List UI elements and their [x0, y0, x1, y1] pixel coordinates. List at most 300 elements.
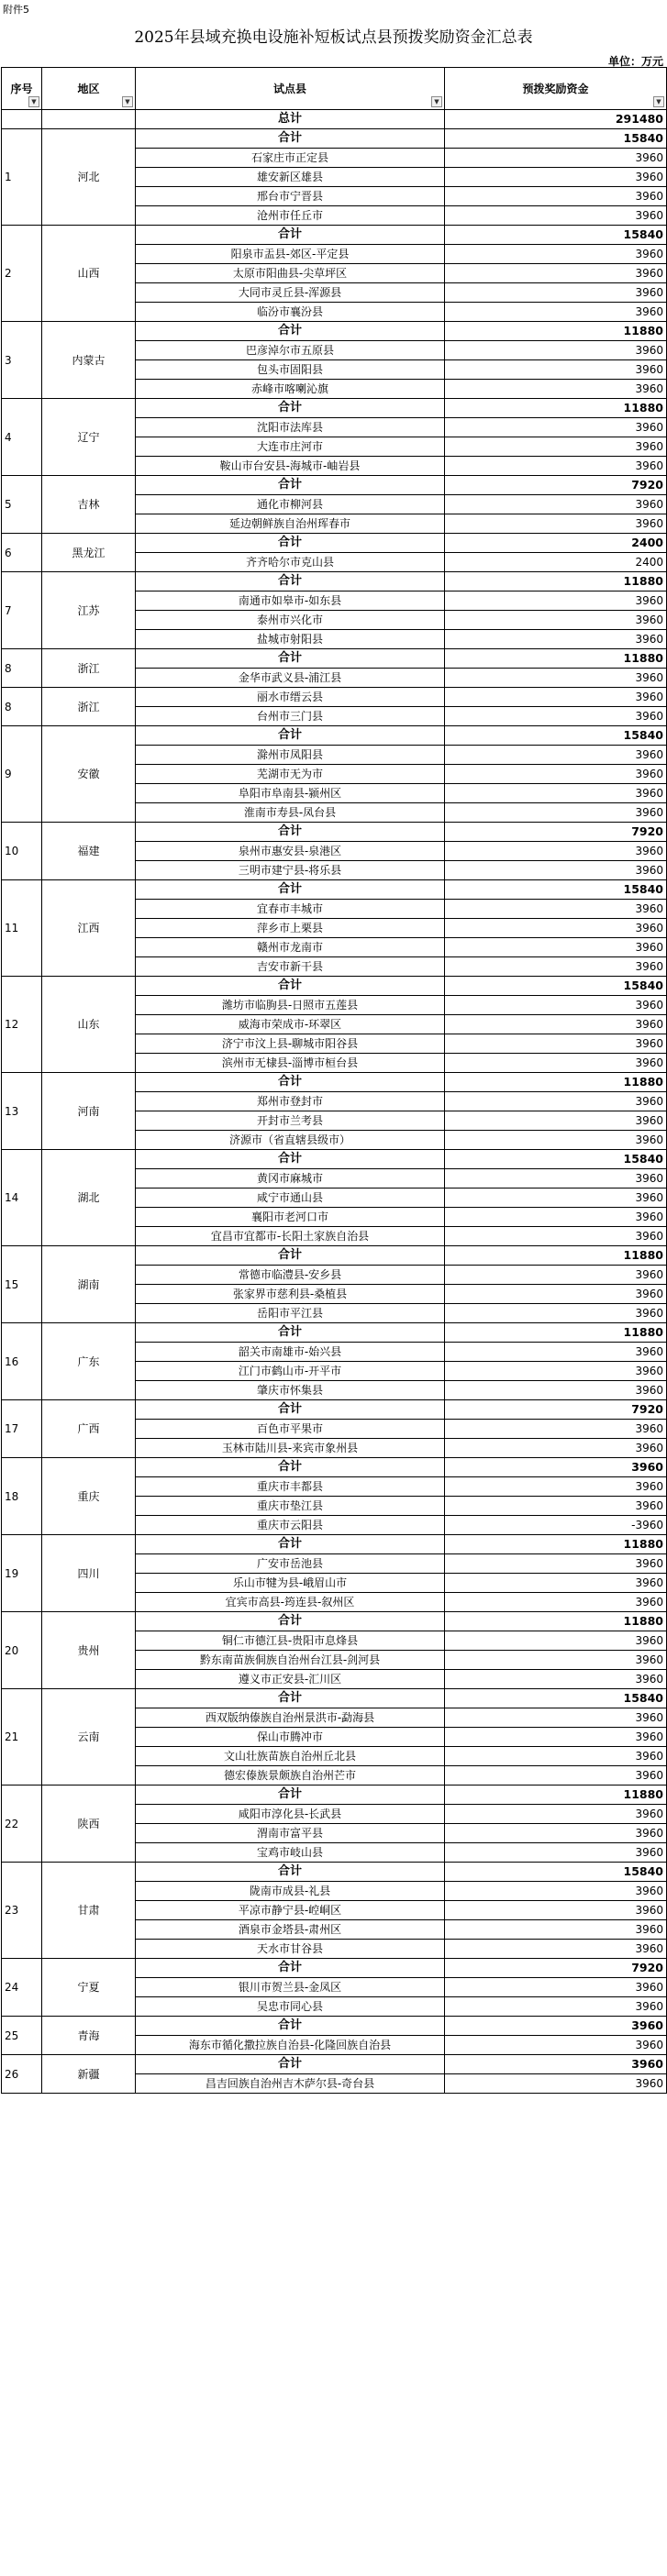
- county-amount: 3960: [445, 1266, 667, 1285]
- county-name: 台州市三门县: [136, 707, 445, 726]
- county-name: 阳泉市盂县-郊区-平定县: [136, 245, 445, 264]
- subtotal-label: 合计: [136, 1246, 445, 1266]
- subtotal-amount: 2400: [445, 534, 667, 553]
- seq-cell: 15: [2, 1246, 42, 1323]
- county-amount: 3960: [445, 1420, 667, 1439]
- subtotal-amount: 11880: [445, 1073, 667, 1092]
- county-amount: 3960: [445, 707, 667, 726]
- county-name: 昌吉回族自治州吉木萨尔县-奇台县: [136, 2074, 445, 2094]
- county-name: 银川市贺兰县-金凤区: [136, 1978, 445, 1997]
- county-name: 文山壮族苗族自治州丘北县: [136, 1747, 445, 1766]
- region-cell: 内蒙古: [42, 322, 136, 399]
- county-amount: 3960: [445, 1747, 667, 1766]
- table-body: [2, 68, 667, 2094]
- county-name: 宝鸡市岐山县: [136, 1843, 445, 1863]
- filter-dropdown-icon[interactable]: ▼: [653, 96, 664, 107]
- county-name: 包头市固阳县: [136, 360, 445, 380]
- subtotal-row: [2, 1323, 667, 1343]
- subtotal-amount: 11880: [445, 322, 667, 341]
- county-amount: 3960: [445, 784, 667, 803]
- county-name: 滨州市无棣县-淄博市桓台县: [136, 1054, 445, 1073]
- subtotal-row: [2, 534, 667, 553]
- county-name: 泰州市兴化市: [136, 611, 445, 630]
- county-name: 玉林市陆川县-来宾市象州县: [136, 1439, 445, 1458]
- county-name: 延边朝鲜族自治州珲春市: [136, 514, 445, 534]
- region-cell: 甘肃: [42, 1863, 136, 1959]
- subtotal-amount: 3960: [445, 2017, 667, 2036]
- grand-total-amount: 291480: [445, 110, 667, 129]
- county-amount: 3960: [445, 149, 667, 168]
- seq-cell: 11: [2, 880, 42, 977]
- seq-cell: 7: [2, 572, 42, 649]
- county-name: 芜湖市无为市: [136, 765, 445, 784]
- county-amount: 3960: [445, 495, 667, 514]
- county-name: 通化市柳河县: [136, 495, 445, 514]
- header-amount-label: 预拨奖励资金: [522, 82, 589, 95]
- county-name: 重庆市垫江县: [136, 1497, 445, 1516]
- county-name: 大同市灵丘县-浑源县: [136, 283, 445, 303]
- county-amount: 3960: [445, 1111, 667, 1131]
- seq-cell: 14: [2, 1150, 42, 1246]
- county-amount: 3960: [445, 1728, 667, 1747]
- seq-cell: 17: [2, 1400, 42, 1458]
- region-cell: 山东: [42, 977, 136, 1073]
- county-amount: 3960: [445, 1824, 667, 1843]
- county-name: 渭南市富平县: [136, 1824, 445, 1843]
- region-cell: 重庆: [42, 1458, 136, 1535]
- county-amount: 3960: [445, 1304, 667, 1323]
- subtotal-label: 合计: [136, 1458, 445, 1477]
- county-name: 重庆市云阳县: [136, 1516, 445, 1535]
- county-name: 宜春市丰城市: [136, 900, 445, 919]
- grand-total-label: 总计: [136, 110, 445, 129]
- subtotal-row: [2, 129, 667, 149]
- county-name: 齐齐哈尔市克山县: [136, 553, 445, 572]
- seq-cell: 8: [2, 688, 42, 726]
- subtotal-label: 合计: [136, 2055, 445, 2074]
- grand-total-region: [42, 110, 136, 129]
- region-cell: 广西: [42, 1400, 136, 1458]
- subtotal-label: 合计: [136, 977, 445, 996]
- county-name: 咸阳市淳化县-长武县: [136, 1805, 445, 1824]
- county-name: 海东市循化撒拉族自治县-化隆回族自治县: [136, 2036, 445, 2055]
- header-county-label: 试点县: [272, 82, 306, 95]
- county-amount: 3960: [445, 996, 667, 1015]
- header-seq-label: 序号: [10, 82, 33, 95]
- county-name: 济源市（省直辖县级市）: [136, 1131, 445, 1150]
- county-name: 泉州市惠安县-泉港区: [136, 842, 445, 861]
- subtotal-row: [2, 1400, 667, 1420]
- county-name: 江门市鹤山市-开平市: [136, 1362, 445, 1381]
- county-amount: 3960: [445, 957, 667, 977]
- grand-total-seq: [2, 110, 42, 129]
- county-amount: 3960: [445, 1997, 667, 2017]
- county-amount: 3960: [445, 938, 667, 957]
- subtotal-row: [2, 2055, 667, 2074]
- county-name: 大连市庄河市: [136, 437, 445, 457]
- subtotal-label: 合计: [136, 726, 445, 746]
- county-name: 韶关市南雄市-始兴县: [136, 1343, 445, 1362]
- county-amount: 3960: [445, 303, 667, 322]
- county-name: 黔东南苗族侗族自治州台江县-剑河县: [136, 1651, 445, 1670]
- funding-table: [1, 67, 667, 2094]
- county-amount: 3960: [445, 1208, 667, 1227]
- region-cell: 陕西: [42, 1786, 136, 1863]
- header-amount: [445, 68, 667, 110]
- county-name: 石家庄市正定县: [136, 149, 445, 168]
- county-amount: 3960: [445, 591, 667, 611]
- county-name: 常德市临澧县-安乡县: [136, 1266, 445, 1285]
- county-amount: 3960: [445, 1285, 667, 1304]
- seq-cell: 9: [2, 726, 42, 823]
- county-name: 沈阳市法库县: [136, 418, 445, 437]
- county-name: 萍乡市上栗县: [136, 919, 445, 938]
- subtotal-row: [2, 1863, 667, 1882]
- subtotal-amount: 11880: [445, 1612, 667, 1631]
- region-cell: 福建: [42, 823, 136, 880]
- header-county: [136, 68, 445, 110]
- subtotal-label: 合计: [136, 1073, 445, 1092]
- county-amount: 3960: [445, 1362, 667, 1381]
- header-seq: [2, 68, 42, 110]
- county-amount: 3960: [445, 1169, 667, 1188]
- county-name: 郑州市登封市: [136, 1092, 445, 1111]
- county-name: 平凉市静宁县-崆峒区: [136, 1901, 445, 1920]
- header-row: [2, 68, 667, 110]
- seq-cell: 5: [2, 476, 42, 534]
- seq-cell: 16: [2, 1323, 42, 1400]
- region-cell: 宁夏: [42, 1959, 136, 2017]
- subtotal-label: 合计: [136, 534, 445, 553]
- region-cell: 江西: [42, 880, 136, 977]
- region-cell: 湖南: [42, 1246, 136, 1323]
- table-row: [2, 688, 667, 707]
- county-amount: 3960: [445, 1651, 667, 1670]
- subtotal-row: [2, 399, 667, 418]
- county-amount: 3960: [445, 1843, 667, 1863]
- subtotal-row: [2, 322, 667, 341]
- county-name: 邢台市宁晋县: [136, 187, 445, 206]
- subtotal-amount: 15840: [445, 129, 667, 149]
- subtotal-row: [2, 1535, 667, 1554]
- region-cell: 黑龙江: [42, 534, 136, 572]
- subtotal-label: 合计: [136, 1612, 445, 1631]
- county-amount: 3960: [445, 1054, 667, 1073]
- county-amount: 3960: [445, 1978, 667, 1997]
- county-amount: 3960: [445, 341, 667, 360]
- county-name: 滁州市凤阳县: [136, 746, 445, 765]
- subtotal-row: [2, 1786, 667, 1805]
- subtotal-amount: 7920: [445, 823, 667, 842]
- county-name: 保山市腾冲市: [136, 1728, 445, 1747]
- subtotal-amount: 7920: [445, 1959, 667, 1978]
- seq-cell: 24: [2, 1959, 42, 2017]
- county-amount: 3960: [445, 803, 667, 823]
- subtotal-row: [2, 2017, 667, 2036]
- seq-cell: 4: [2, 399, 42, 476]
- subtotal-amount: 11880: [445, 1786, 667, 1805]
- subtotal-label: 合计: [136, 1400, 445, 1420]
- seq-cell: 10: [2, 823, 42, 880]
- county-amount: 3960: [445, 630, 667, 649]
- county-amount: 3960: [445, 514, 667, 534]
- county-amount: 3960: [445, 1188, 667, 1208]
- subtotal-label: 合计: [136, 1150, 445, 1169]
- seq-cell: 8: [2, 649, 42, 688]
- subtotal-row: [2, 1689, 667, 1708]
- subtotal-amount: 15840: [445, 1150, 667, 1169]
- subtotal-amount: 15840: [445, 726, 667, 746]
- seq-cell: 13: [2, 1073, 42, 1150]
- county-name: 百色市平果市: [136, 1420, 445, 1439]
- subtotal-label: 合计: [136, 823, 445, 842]
- seq-cell: 19: [2, 1535, 42, 1612]
- county-name: 济宁市汶上县-聊城市阳谷县: [136, 1034, 445, 1054]
- county-name: 沧州市任丘市: [136, 206, 445, 226]
- subtotal-amount: 11880: [445, 1246, 667, 1266]
- subtotal-amount: 11880: [445, 649, 667, 669]
- subtotal-row: [2, 1246, 667, 1266]
- county-name: 陇南市成县-礼县: [136, 1882, 445, 1901]
- unit-label: 单位：万元: [607, 55, 663, 68]
- county-name: 重庆市丰都县: [136, 1477, 445, 1497]
- page-title: 2025年县域充换电设施补短板试点县预拨奖励资金汇总表: [134, 28, 533, 47]
- subtotal-amount: 11880: [445, 399, 667, 418]
- grand-total-row: [2, 110, 667, 129]
- county-amount: 3960: [445, 1034, 667, 1054]
- region-cell: 浙江: [42, 688, 136, 726]
- county-name: 潍坊市临朐县-日照市五莲县: [136, 996, 445, 1015]
- subtotal-row: [2, 726, 667, 746]
- county-amount: -3960: [445, 1516, 667, 1535]
- subtotal-amount: 15840: [445, 1689, 667, 1708]
- county-amount: 3960: [445, 1805, 667, 1824]
- subtotal-amount: 11880: [445, 1535, 667, 1554]
- county-amount: 2400: [445, 553, 667, 572]
- county-name: 吴忠市同心县: [136, 1997, 445, 2017]
- county-name: 张家界市慈利县-桑植县: [136, 1285, 445, 1304]
- region-cell: 江苏: [42, 572, 136, 649]
- subtotal-amount: 15840: [445, 880, 667, 900]
- county-name: 雄安新区雄县: [136, 168, 445, 187]
- county-name: 金华市武义县-浦江县: [136, 669, 445, 688]
- seq-cell: 26: [2, 2055, 42, 2094]
- subtotal-amount: 3960: [445, 2055, 667, 2074]
- subtotal-amount: 15840: [445, 1863, 667, 1882]
- region-cell: 青海: [42, 2017, 136, 2055]
- county-amount: 3960: [445, 900, 667, 919]
- seq-cell: 23: [2, 1863, 42, 1959]
- subtotal-amount: 7920: [445, 1400, 667, 1420]
- county-amount: 3960: [445, 380, 667, 399]
- subtotal-amount: 11880: [445, 1323, 667, 1343]
- county-amount: 3960: [445, 264, 667, 283]
- county-name: 黄冈市麻城市: [136, 1169, 445, 1188]
- county-amount: 3960: [445, 919, 667, 938]
- subtotal-label: 合计: [136, 1959, 445, 1978]
- county-name: 襄阳市老河口市: [136, 1208, 445, 1227]
- subtotal-label: 合计: [136, 226, 445, 245]
- county-amount: 3960: [445, 1901, 667, 1920]
- county-amount: 3960: [445, 1092, 667, 1111]
- county-amount: 3960: [445, 2036, 667, 2055]
- county-amount: 3960: [445, 1708, 667, 1728]
- county-name: 三明市建宁县-将乐县: [136, 861, 445, 880]
- county-amount: 3960: [445, 206, 667, 226]
- header-region: [42, 68, 136, 110]
- county-amount: 3960: [445, 861, 667, 880]
- subtotal-row: [2, 823, 667, 842]
- seq-cell: 21: [2, 1689, 42, 1786]
- seq-cell: 22: [2, 1786, 42, 1863]
- filter-dropdown-icon[interactable]: ▼: [28, 96, 39, 107]
- subtotal-label: 合计: [136, 880, 445, 900]
- county-amount: 3960: [445, 1920, 667, 1940]
- county-name: 南通市如皋市-如东县: [136, 591, 445, 611]
- county-name: 西双版纳傣族自治州景洪市-勐海县: [136, 1708, 445, 1728]
- county-name: 临汾市襄汾县: [136, 303, 445, 322]
- county-name: 宜宾市高县-筠连县-叙州区: [136, 1593, 445, 1612]
- county-name: 盐城市射阳县: [136, 630, 445, 649]
- subtotal-row: [2, 572, 667, 591]
- subtotal-label: 合计: [136, 1323, 445, 1343]
- county-amount: 3960: [445, 1554, 667, 1574]
- county-name: 遵义市正安县-汇川区: [136, 1670, 445, 1689]
- seq-cell: 6: [2, 534, 42, 572]
- county-amount: 3960: [445, 1439, 667, 1458]
- subtotal-row: [2, 1073, 667, 1092]
- county-amount: 3960: [445, 1227, 667, 1246]
- subtotal-amount: 15840: [445, 226, 667, 245]
- header-region-label: 地区: [77, 82, 100, 95]
- region-cell: 辽宁: [42, 399, 136, 476]
- region-cell: 湖北: [42, 1150, 136, 1246]
- county-amount: 3960: [445, 1593, 667, 1612]
- subtotal-row: [2, 977, 667, 996]
- subtotal-amount: 15840: [445, 977, 667, 996]
- subtotal-row: [2, 1150, 667, 1169]
- county-amount: 3960: [445, 360, 667, 380]
- county-amount: 3960: [445, 2074, 667, 2094]
- subtotal-label: 合计: [136, 2017, 445, 2036]
- subtotal-label: 合计: [136, 129, 445, 149]
- county-name: 天水市甘谷县: [136, 1940, 445, 1959]
- county-name: 淮南市寿县-凤台县: [136, 803, 445, 823]
- seq-cell: 25: [2, 2017, 42, 2055]
- county-name: 德宏傣族景颇族自治州芒市: [136, 1766, 445, 1786]
- subtotal-row: [2, 1458, 667, 1477]
- county-amount: 3960: [445, 1766, 667, 1786]
- county-name: 赤峰市喀喇沁旗: [136, 380, 445, 399]
- region-cell: 浙江: [42, 649, 136, 688]
- county-amount: 3960: [445, 437, 667, 457]
- subtotal-label: 合计: [136, 649, 445, 669]
- county-amount: 3960: [445, 688, 667, 707]
- county-name: 太原市阳曲县-尖草坪区: [136, 264, 445, 283]
- county-amount: 3960: [445, 1381, 667, 1400]
- county-name: 宜昌市宜都市-长阳土家族自治县: [136, 1227, 445, 1246]
- county-amount: 3960: [445, 1882, 667, 1901]
- subtotal-row: [2, 476, 667, 495]
- county-amount: 3960: [445, 1940, 667, 1959]
- filter-dropdown-icon[interactable]: ▼: [122, 96, 133, 107]
- county-name: 酒泉市金塔县-肃州区: [136, 1920, 445, 1940]
- subtotal-label: 合计: [136, 1689, 445, 1708]
- county-amount: 3960: [445, 1497, 667, 1516]
- county-name: 鞍山市台安县-海城市-岫岩县: [136, 457, 445, 476]
- region-cell: 吉林: [42, 476, 136, 534]
- region-cell: 河北: [42, 129, 136, 226]
- subtotal-label: 合计: [136, 1535, 445, 1554]
- county-name: 广安市岳池县: [136, 1554, 445, 1574]
- county-amount: 3960: [445, 245, 667, 264]
- region-cell: 广东: [42, 1323, 136, 1400]
- filter-dropdown-icon[interactable]: ▼: [431, 96, 442, 107]
- subtotal-amount: 7920: [445, 476, 667, 495]
- subtotal-row: [2, 649, 667, 669]
- region-cell: 河南: [42, 1073, 136, 1150]
- county-amount: 3960: [445, 669, 667, 688]
- subtotal-row: [2, 226, 667, 245]
- county-name: 岳阳市平江县: [136, 1304, 445, 1323]
- seq-cell: 20: [2, 1612, 42, 1689]
- county-name: 咸宁市通山县: [136, 1188, 445, 1208]
- seq-cell: 1: [2, 129, 42, 226]
- county-amount: 3960: [445, 457, 667, 476]
- subtotal-label: 合计: [136, 476, 445, 495]
- county-name: 铜仁市德江县-贵阳市息烽县: [136, 1631, 445, 1651]
- subtotal-label: 合计: [136, 1863, 445, 1882]
- seq-cell: 3: [2, 322, 42, 399]
- annex-label: 附件5: [3, 4, 29, 16]
- county-name: 肇庆市怀集县: [136, 1381, 445, 1400]
- subtotal-amount: 3960: [445, 1458, 667, 1477]
- county-amount: 3960: [445, 1631, 667, 1651]
- county-name: 赣州市龙南市: [136, 938, 445, 957]
- county-name: 阜阳市阜南县-颍州区: [136, 784, 445, 803]
- county-name: 乐山市犍为县-峨眉山市: [136, 1574, 445, 1593]
- county-name: 威海市荣成市-环翠区: [136, 1015, 445, 1034]
- subtotal-row: [2, 880, 667, 900]
- county-name: 丽水市缙云县: [136, 688, 445, 707]
- county-amount: 3960: [445, 187, 667, 206]
- county-amount: 3960: [445, 1343, 667, 1362]
- seq-cell: 18: [2, 1458, 42, 1535]
- county-amount: 3960: [445, 283, 667, 303]
- region-cell: 安徽: [42, 726, 136, 823]
- county-amount: 3960: [445, 168, 667, 187]
- county-amount: 3960: [445, 418, 667, 437]
- subtotal-label: 合计: [136, 322, 445, 341]
- county-amount: 3960: [445, 1670, 667, 1689]
- county-amount: 3960: [445, 611, 667, 630]
- seq-cell: 2: [2, 226, 42, 322]
- county-name: 吉安市新干县: [136, 957, 445, 977]
- county-amount: 3960: [445, 746, 667, 765]
- county-amount: 3960: [445, 1574, 667, 1593]
- region-cell: 贵州: [42, 1612, 136, 1689]
- county-amount: 3960: [445, 1131, 667, 1150]
- region-cell: 四川: [42, 1535, 136, 1612]
- county-amount: 3960: [445, 765, 667, 784]
- region-cell: 新疆: [42, 2055, 136, 2094]
- subtotal-amount: 11880: [445, 572, 667, 591]
- subtotal-label: 合计: [136, 399, 445, 418]
- subtotal-label: 合计: [136, 572, 445, 591]
- subtotal-row: [2, 1959, 667, 1978]
- subtotal-row: [2, 1612, 667, 1631]
- subtotal-label: 合计: [136, 1786, 445, 1805]
